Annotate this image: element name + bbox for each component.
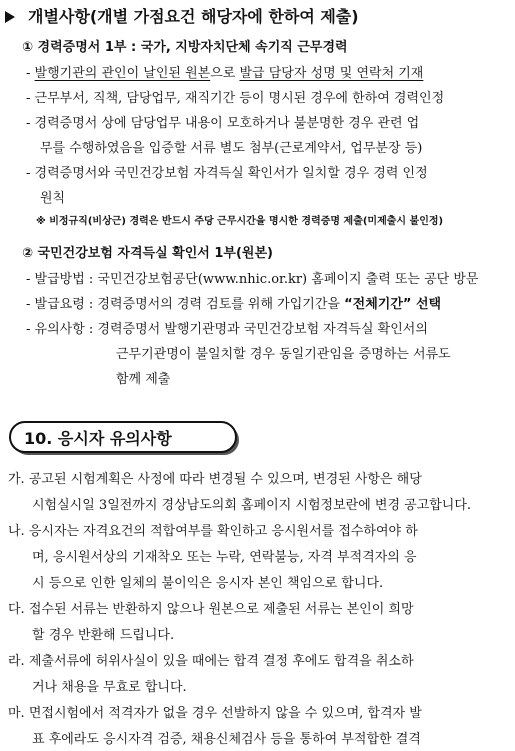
item2-line-c3: 함께 제출 [116,372,171,387]
item1-line-c2: 무를 수행하였음을 입증할 서류 별도 첨부(근로계약서, 업무분장 등) [40,141,423,156]
item1-line-c1: - 경력증명서 상에 담당업무 내용이 모호하거나 불분명한 경우 관련 업 [26,116,420,131]
plain-text: - 발급요령 : 경력증명서의 경력 검토를 위해 가입기간을 [26,297,345,312]
item-ga-line2: 시험실시일 3일전까지 경상남도의회 홈페이지 시험정보란에 변경 공고합니다. [32,498,472,513]
section-heading: 개별사항(개별 가점요건 해당자에 한하여 제출) [28,7,359,26]
item2-line-c1: - 유의사항 : 경력증명서 발행기관명과 국민건강보험 자격득실 확인서의 [26,322,428,337]
item-da-line1: 다. 접수된 서류는 반환하지 않으나 원본으로 제출된 서류는 본인이 희망 [8,602,414,617]
item-na-line3: 시 등으로 인한 일체의 불이익은 응시자 본인 책임으로 합니다. [32,576,384,591]
item1-line-d1: - 경력증명서와 국민건강보험 자격득실 확인서가 일치할 경우 경력 인정 [26,166,428,181]
plain-text: 으로 [210,66,240,81]
item2-line-b [26,293,441,312]
item1-note: ※ 비정규직(비상근) 경력은 반드시 주당 근무시간을 명시한 경력증명 제출(미제출시 불인정) [36,216,444,227]
item1-line-d2: 원칙 [40,191,66,206]
item-ra-line1: 라. 제출서류에 허위사실이 있을 때에는 합격 결정 후에도 합격을 취소하 [8,654,414,669]
item-ma-line1: 마. 면접시험에서 적격자가 없을 경우 선발하지 않을 수 있으며, 합격자 발 [8,706,422,721]
item-ra-line2: 거나 채용을 무효로 합니다. [32,680,187,695]
heading-triangle-icon [5,11,15,23]
item-ma-line2: 표 후에라도 응시자격 검증, 채용신체검사 등을 통하여 부적합한 결격 [32,732,421,747]
underlined-text: 발행기관의 관인이 날인된 원본 [34,66,211,81]
dash: - [26,66,31,81]
item-na-line1: 나. 응시자는 자격요건의 적합여부를 확인하고 응시원서를 접수하여야 하 [8,524,418,539]
item2-line-a: - 발급방법 : 국민건강보험공단(www.nhic.or.kr) 홈페이지 출력 또는 공단 방문 [26,272,479,287]
item2-title: ② 국민건강보험 자격득실 확인서 1부(원본) [22,246,273,261]
item-na-line2: 며, 응시원서상의 기재착오 또는 누락, 연락불능, 자격 부적격자의 응 [32,550,417,565]
item1-line-a [26,62,423,81]
item-da-line2: 할 경우 반환해 드립니다. [32,628,175,643]
item-ga-line1: 가. 공고된 시험계획은 사정에 따라 변경될 수 있으며, 변경된 사항은 해당 [8,472,422,487]
item2-line-c2: 근무기관명이 불일치할 경우 동일기관임을 증명하는 서류도 [116,347,451,362]
item1-line-b: - 근무부서, 직책, 담당업무, 재직기간 등이 명시된 경우에 한하여 경력인정 [26,91,445,106]
bold-text: “전체기간” 선택 [344,297,442,312]
section-title: 10. 응시자 유의사항 [24,429,172,448]
item1-title: ① 경력증명서 1부 : 국가, 지방자치단체 속기직 근무경력 [22,40,348,55]
underlined-text: 발급 담당자 성명 및 연락처 기재 [239,66,424,81]
